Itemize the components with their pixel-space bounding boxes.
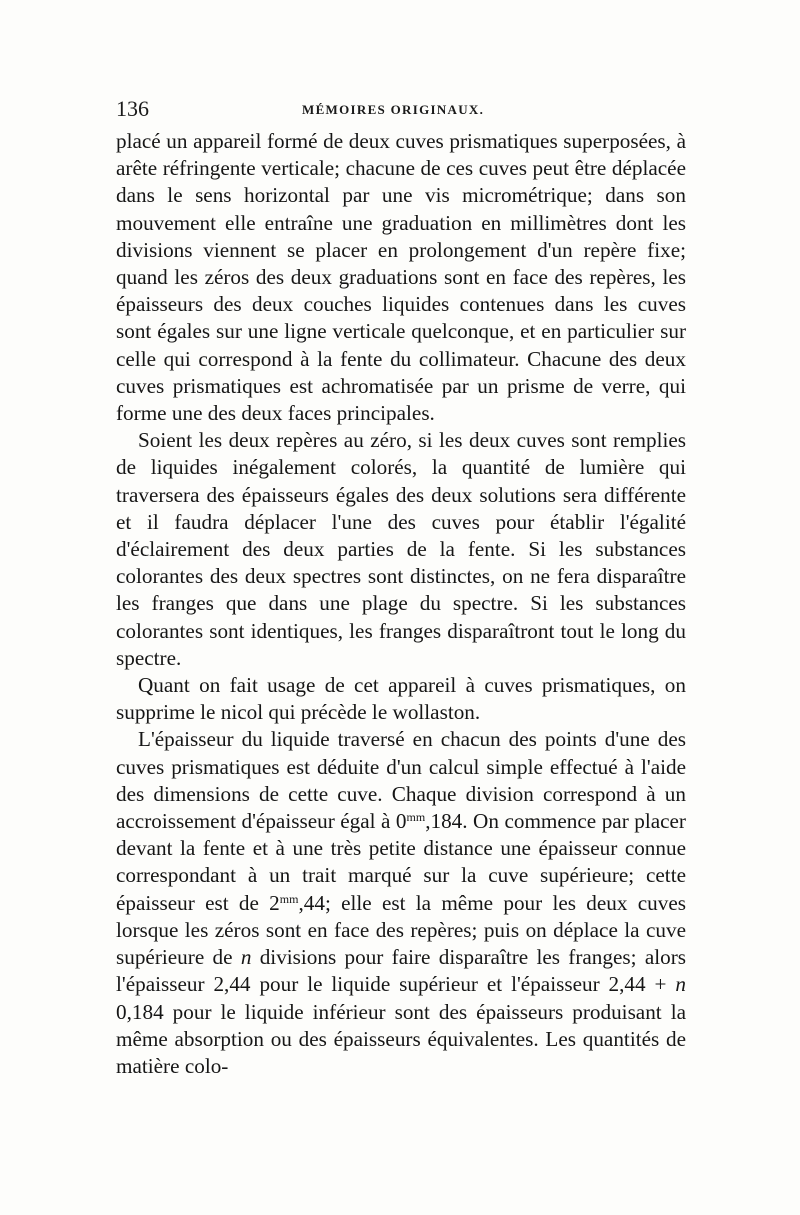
body-text [116, 128, 686, 1080]
paragraph-1: placé un appareil formé de deux cuves prismatiques superposées, à arête réfringente verticale; chacune de ces cuves peut être déplacée dans le sens horizontal par une vis micrométrique; dans son mouvement elle entraîne une graduation en millimètres dont les divisions viennent se placer en prolongement d'un repère fixe; quand les zéros des deux graduations sont en face des repères, les épaisseurs des deux couches liquides contenues dans les cuves sont égales sur une ligne verticale quelconque, et en particulier sur celle qui correspond à la fente du collimateur. Chacune des deux cuves prismatiques est achromatisée par un prisme de verre, qui forme une des deux faces principales. [116, 129, 686, 426]
paragraph-4-part-4: divisions pour faire disparaître les franges; alors l'épaisseur 2,44 pour le liquide supérieur et l'épaisseur 2,44 + [116, 945, 687, 997]
unit-superscript: mm [279, 891, 299, 906]
unit-superscript: mm [406, 810, 426, 825]
paragraph-4 [116, 726, 686, 1080]
paragraph-2: Soient les deux repères au zéro, si les deux cuves sont remplies de liquides inégalement colorés, la quantité de lumière qui traversera des épaisseurs égales des deux solutions sera différente et il faudra déplacer l'une des cuves pour établir l'égalité d'éclairement des deux parties de la fente. Si les substances colorantes des deux spectres sont distinctes, on ne fera disparaître les franges que dans une plage du spectre. Si les substances colorantes sont identiques, les franges disparaîtront tout le long du spectre. [116, 428, 686, 670]
paragraph-3: Quant on fait usage de cet appareil à cuves prismatiques, on supprime le nicol qui précède le wollaston. [116, 673, 686, 725]
paragraph-4-part-3: ,44; elle est la même pour les deux cuves lorsque les zéros sont en face des repères; puis on déplace la cuve supérieure de [116, 890, 686, 970]
page-header [116, 96, 688, 124]
paragraph-4-part-5: 0,184 pour le liquide inférieur sont des épaisseurs produisant la même absorption ou des épaisseurs équivalentes. Les quantités de matière colo- [116, 999, 686, 1078]
variable-n: n [240, 945, 252, 970]
variable-n: n [675, 972, 686, 997]
paragraph-4-part-1: L'épaisseur du liquide traversé en chacun des points d'une des cuves prismatiques est déduite d'un calcul simple effectué à l'aide des dimensions de cette cuve. Chaque division correspond à un accroissement d'épaisseur égal à 0 [116, 727, 686, 834]
page-number: 136 [116, 96, 149, 121]
running-head: MÉMOIRES ORIGINAUX. [302, 102, 485, 117]
paragraph-4-part-2: ,184. On commence par placer devant la fente et à une très petite distance une épaisseur connue correspondant à un trait marqué sur la cuve supérieure; cette épaisseur est de 2 [116, 809, 686, 915]
